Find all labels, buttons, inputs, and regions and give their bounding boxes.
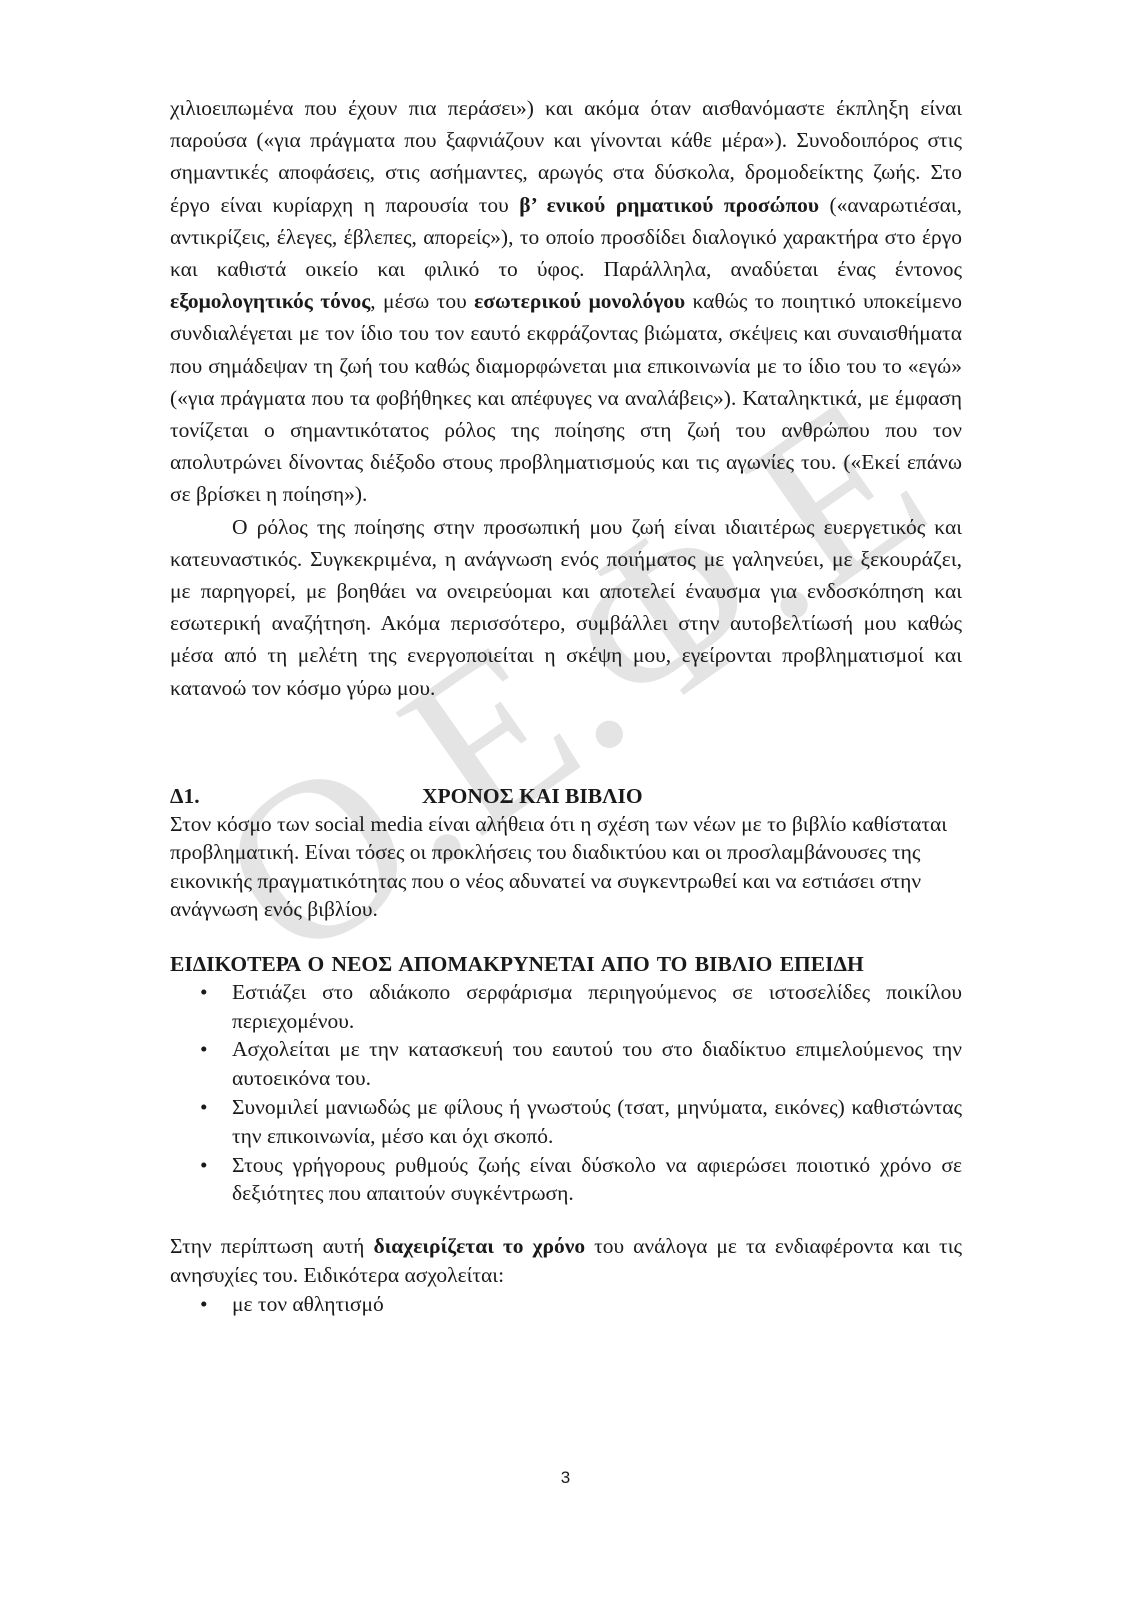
list-item-text: Εστιάζει στο αδιάκοπο σερφάρισμα περιηγούμενος σε ιστοσελίδες ποικίλου περιεχομένου. [232,979,962,1033]
bold-run: εξομολογητικός τόνος [170,289,371,314]
bold-run: β’ ενικού ρηματικού προσώπου [519,192,820,217]
watermark-text: O.E.Φ.E. [175,360,930,1010]
list-item [170,1093,962,1151]
bullet-icon: • [200,1095,208,1120]
bullet-icon: • [200,1152,208,1177]
closing-paragraph [170,1232,962,1290]
bullet-list [170,978,962,1208]
section-heading [170,782,962,810]
list-item-text: με τον αθλητισμό [232,1291,384,1316]
list-item-text: Στους γρήγορους ρυθμούς ζωής είναι δύσκολο να αφιερώσει ποιοτικό χρόνο σε δεξιότητες που απαιτούν συγκέντρωση. [232,1152,962,1206]
text-run: καθώς το ποιητικό υποκείμενο συνδιαλέγεται με τον ίδιο του τον εαυτό εκφράζοντας βιώματα, σκέψεις και συναισθήματα που σημάδεψαν τη ζωή του καθώς διαμορφώνεται μια επικοινωνία με το ίδιο του το «εγώ» («για πράγματα που τα φοβήθηκες και απέφυγες να αναλάβεις»). Καταληκτικά, με έμφαση τονίζεται ο σημαντικότατος ρόλος της ποίησης στη ζωή του ανθρώπου που τον απολυτρώνει δίνοντας διέξοδο στους προβληματισμούς και τις αγωνίες του. («Εκεί επάνω σε βρίσκει η ποίηση»). [170,289,963,507]
bullet-icon: • [200,1037,208,1062]
bold-run: διαχειρίζεται το χρόνο [373,1234,586,1259]
list-item [170,1290,962,1319]
list-item [170,1035,962,1093]
list-item [170,978,962,1036]
section-body: Στον κόσμο των social media είναι αλήθεια ότι η σχέση των νέων με το βιβλίο καθίσταται προβληματική. Είναι τόσες οι προκλήσεις του διαδικτύου και οι προσλαμβάνουσες της εικονικής πραγματικότητας που ο νέος αδυνατεί να συγκεντρωθεί και να εστιάσει στην ανάγνωση ενός βιβλίου. [170,811,948,922]
intro-paragraph-2: Ο ρόλος της ποίησης στην προσωπική μου ζωή είναι ιδιαιτέρως ευεργετικός και κατευναστικός. Συγκεκριμένα, η ανάγνωση ενός ποιήματος με γαληνεύει, με ξεκουράζει, με παρηγορεί, με βοηθάει να ονειρεύομαι και αποτελεί έναυσμα για ενδοσκόπηση και εσωτερική αναζήτηση. Ακόμα περισσότερο, συμβάλλει στην αυτοβελτίωσή μου καθώς μέσα από τη μελέτη της ενεργοποιείται η σκέψη μου, εγείρονται προβληματισμοί και κατανοώ τον κόσμο γύρω μου. [170,514,962,700]
page-number: 3 [560,1468,571,1487]
bold-run: εσωτερικού μονολόγου [474,289,686,314]
bullet-icon: • [200,979,208,1004]
text-run: Στην περίπτωση αυτή [170,1234,374,1259]
list-item-text: Ασχολείται με την κατασκευή του εαυτού του στο διαδίκτυο επιμελούμενος την αυτοεικόνα του. [232,1037,962,1091]
text-run: του ανάλογα με τα ενδιαφέροντα και τις ανησυχίες του. Ειδικότερα ασχολείται: [170,1234,962,1288]
section-number: Δ1. [170,783,200,808]
text-run: , μέσω του [370,289,475,314]
list-item-text: Συνομιλεί μανιωδώς με φίλους ή γνωστούς (τσατ, μηνύματα, εικόνες) καθιστώντας την επικοινωνία, μέσο και όχι σκοπό. [232,1095,962,1148]
list-item [170,1151,962,1209]
bullet-list-2 [170,1290,962,1319]
subheading: ΕΙΔΙΚΟΤΕΡΑ Ο ΝΕΟΣ ΑΠΟΜΑΚΡΥΝΕΤΑΙ ΑΠΟ ΤΟ ΒΙΒΛΙΟ ΕΠΕΙΔΗ [170,951,864,976]
bullet-icon: • [200,1291,208,1316]
section-title: ΧΡΟΝΟΣ ΚΑΙ ΒΙΒΛΙΟ [422,783,643,808]
text-run: («αναρωτιέσαι, αντικρίζεις, έλεγες, έβλεπες, απορείς»), το οποίο προσδίδει διαλογικό χαρακτήρα στο έργο και καθιστά οικείο και φιλικό το ύφος. Παράλληλα, αναδύεται ένας έντονος [170,192,962,282]
intro-paragraph-1 [170,92,962,511]
text-run: χιλιοειπωμένα που έχουν πια περάσει») και ακόμα όταν αισθανόμαστε έκπληξη είναι παρούσα («για πράγματα που ξαφνιάζουν και γίνονται κάθε μέρα»). Συνοδοιπόρος στις σημαντικές αποφάσεις, στις ασήμαντες, αρωγός στα δύσκολα, δρομοδείκτης ζωής. Στο έργο είναι κυρίαρχη η παρουσία του [170,96,962,217]
document-content [170,92,962,1319]
